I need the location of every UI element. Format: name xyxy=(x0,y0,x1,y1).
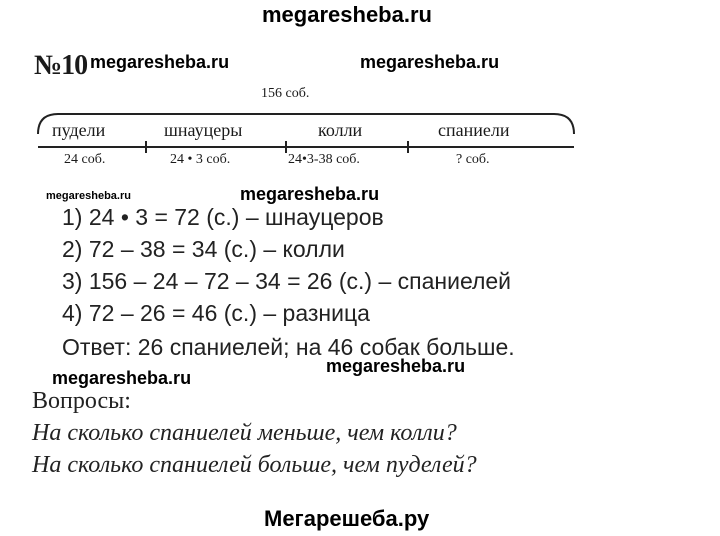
watermark-top: megaresheba.ru xyxy=(262,2,432,27)
footer-site-name: Мегарешеба.ру xyxy=(264,506,430,531)
solution-step-3: 3) 156 – 24 – 72 – 34 = 26 (с.) – спаниелей xyxy=(62,268,512,294)
segment-label: спаниели xyxy=(438,120,510,140)
segment-value: ? соб. xyxy=(456,152,490,167)
watermark: megaresheba.ru xyxy=(90,52,230,72)
solution-step-1: 1) 24 • 3 = 72 (с.) – шнауцеров xyxy=(62,204,384,230)
segment-label: пудели xyxy=(52,120,106,140)
solution-step-4: 4) 72 – 26 = 46 (с.) – разница xyxy=(62,300,370,326)
watermark: megaresheba.ru xyxy=(240,184,380,204)
problem-number: №10 xyxy=(34,50,88,81)
watermark: megaresheba.ru xyxy=(52,368,192,388)
watermark: megaresheba.ru xyxy=(360,52,500,72)
question-item: На сколько спаниелей больше, чем пуделей? xyxy=(32,452,477,478)
segment-label: колли xyxy=(318,120,363,140)
solution-step-2: 2) 72 – 38 = 34 (с.) – колли xyxy=(62,236,345,262)
segment-value: 24 • 3 соб. xyxy=(170,152,231,167)
diagram-total: 156 соб. xyxy=(261,86,310,101)
watermark: megaresheba.ru xyxy=(46,190,131,202)
segment-value: 24•3-38 соб. xyxy=(288,152,360,167)
watermark: megaresheba.ru xyxy=(326,356,466,376)
segment-label: шнауцеры xyxy=(164,120,243,140)
questions-heading: Вопросы: xyxy=(32,388,131,414)
segment-diagram xyxy=(36,80,576,180)
segment-value: 24 соб. xyxy=(64,152,106,167)
answer-text: Ответ: 26 спаниелей; на 46 собак больше. xyxy=(62,334,515,360)
question-item: На сколько спаниелей меньше, чем колли? xyxy=(32,420,457,446)
